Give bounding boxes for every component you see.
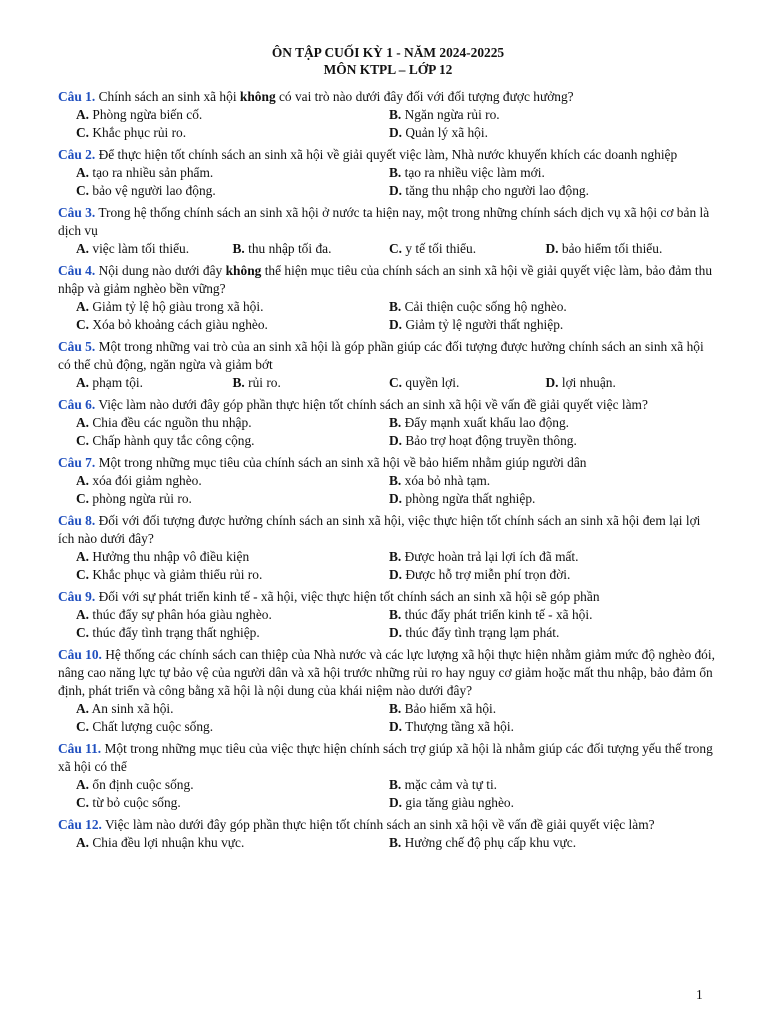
- option-letter: B.: [389, 473, 402, 488]
- answer-option: [76, 794, 389, 812]
- option-letter: D.: [545, 375, 559, 390]
- question-label: Câu 8.: [58, 513, 96, 528]
- options-row: [58, 606, 718, 624]
- answer-option: [76, 776, 389, 794]
- question-label: Câu 5.: [58, 339, 96, 354]
- option-letter: B.: [389, 607, 402, 622]
- option-letter: C.: [389, 375, 403, 390]
- options-row: [58, 414, 718, 432]
- question-label: Câu 1.: [58, 89, 96, 104]
- option-text: thúc đẩy phát triển kinh tế - xã hội.: [401, 607, 593, 622]
- answer-option: [389, 164, 702, 182]
- option-text: Hưởng thu nhập vô điều kiện: [89, 549, 250, 564]
- option-text: An sinh xã hội.: [89, 701, 174, 716]
- option-text: bảo hiểm tối thiểu.: [558, 241, 663, 256]
- question-label: Câu 9.: [58, 589, 96, 604]
- options-row: [58, 124, 718, 142]
- answer-option: [76, 182, 389, 200]
- answer-option: [233, 240, 390, 258]
- options-row: [58, 106, 718, 124]
- option-text: tạo ra nhiều sản phẩm.: [89, 165, 214, 180]
- question-text: [58, 454, 718, 472]
- question-stem: Một trong những mục tiêu của chính sách an sinh xã hội về bảo hiểm nhằm giúp người dân: [95, 455, 587, 470]
- option-text: phạm tội.: [89, 375, 143, 390]
- option-text: thúc đẩy sự phân hóa giàu nghèo.: [89, 607, 272, 622]
- option-text: ổn định cuộc sống.: [89, 777, 194, 792]
- question-text: [58, 88, 718, 106]
- option-text: thúc đẩy tình trạng lạm phát.: [402, 625, 560, 640]
- option-text: Thượng tầng xã hội.: [402, 719, 514, 734]
- answer-option: [389, 316, 702, 334]
- question-text: [58, 204, 718, 240]
- answer-option: [389, 700, 702, 718]
- question-label: Câu 4.: [58, 263, 96, 278]
- question-text: [58, 396, 718, 414]
- option-letter: B.: [389, 701, 402, 716]
- question-stem-end: có vai trò nào dưới đây đối với đối tượng được hưởng?: [275, 89, 574, 104]
- option-letter: A.: [76, 241, 90, 256]
- answer-option: [76, 432, 389, 450]
- answer-option: [76, 298, 389, 316]
- options-row: [58, 794, 718, 812]
- option-text: Được hỗ trợ miễn phí trọn đời.: [402, 567, 571, 582]
- question-7: [58, 454, 718, 508]
- answer-option: [389, 624, 702, 642]
- option-letter: C.: [76, 719, 90, 734]
- answer-option: [389, 106, 702, 124]
- option-text: phòng ngừa rủi ro.: [89, 491, 192, 506]
- question-label: Câu 7.: [58, 455, 96, 470]
- option-letter: B.: [389, 299, 402, 314]
- option-letter: C.: [76, 433, 90, 448]
- option-text: rủi ro.: [244, 375, 281, 390]
- answer-option: [76, 834, 389, 852]
- header-title: ÔN TẬP CUỐI KỲ 1 - NĂM 2024-20225: [271, 45, 505, 60]
- option-text: thúc đẩy tình trạng thất nghiệp.: [89, 625, 260, 640]
- answer-option: [389, 606, 702, 624]
- options-row: [58, 700, 718, 718]
- option-letter: D.: [389, 567, 403, 582]
- option-letter: C.: [76, 317, 90, 332]
- options-row: [58, 240, 718, 258]
- options-row: [58, 182, 718, 200]
- question-text: [58, 646, 718, 700]
- answer-option: [76, 624, 389, 642]
- option-text: Quản lý xã hội.: [402, 125, 488, 140]
- option-letter: B.: [389, 415, 402, 430]
- answer-option: [76, 106, 389, 124]
- answer-option: [76, 472, 389, 490]
- question-stem: Trong hệ thống chính sách an sinh xã hội ở nước ta hiện nay, một trong những chính sách dịch vụ xã hội cơ bản là dịch vụ: [58, 205, 710, 238]
- answer-option: [233, 374, 390, 392]
- question-text: [58, 588, 718, 606]
- answer-option: [76, 374, 233, 392]
- option-text: phòng ngừa thất nghiệp.: [402, 491, 536, 506]
- answer-option: [389, 240, 546, 258]
- option-letter: D.: [389, 433, 403, 448]
- option-letter: A.: [76, 165, 90, 180]
- option-text: bảo vệ người lao động.: [89, 183, 216, 198]
- question-stem: Để thực hiện tốt chính sách an sinh xã hội về giải quyết việc làm, Nhà nước khuyến khích các doanh nghiệp: [95, 147, 678, 162]
- option-letter: C.: [76, 795, 90, 810]
- answer-option: [389, 776, 702, 794]
- answer-option: [389, 298, 702, 316]
- question-stem: Việc làm nào dưới đây góp phần thực hiện tốt chính sách an sinh xã hội về vấn đề giải quyết việc làm?: [95, 397, 648, 412]
- option-text: xóa bỏ nhà tạm.: [401, 473, 491, 488]
- question-list: [58, 88, 718, 852]
- question-11: [58, 740, 718, 812]
- options-row: [58, 834, 718, 852]
- option-letter: A.: [76, 701, 90, 716]
- option-text: Chia đều lợi nhuận khu vực.: [89, 835, 245, 850]
- option-letter: C.: [76, 625, 90, 640]
- option-letter: D.: [389, 719, 403, 734]
- option-text: Giảm tỷ lệ người thất nghiệp.: [402, 317, 564, 332]
- answer-option: [389, 432, 702, 450]
- option-text: Chia đều các nguồn thu nhập.: [89, 415, 252, 430]
- answer-option: [389, 548, 702, 566]
- option-text: việc làm tối thiểu.: [89, 241, 190, 256]
- answer-option: [76, 124, 389, 142]
- question-text: [58, 512, 718, 548]
- option-text: Bảo trợ hoạt động truyền thông.: [402, 433, 577, 448]
- option-letter: C.: [76, 125, 90, 140]
- option-text: từ bỏ cuộc sống.: [89, 795, 181, 810]
- option-text: Ngăn ngừa rủi ro.: [401, 107, 500, 122]
- answer-option: [76, 316, 389, 334]
- question-stem: Việc làm nào dưới đây góp phần thực hiện tốt chính sách an sinh xã hội về vấn đề giải quyết việc làm?: [101, 817, 655, 832]
- option-text: mặc cảm và tự ti.: [401, 777, 498, 792]
- question-stem: Hệ thống các chính sách can thiệp của Nhà nước và các lực lượng xã hội thực hiện nhằm giảm mức độ nghèo đói, nâng cao năng lực tự bảo vệ của người dân và xã hội trước những rủi ro hay nguy cơ giảm hoặc mất thu nhập, bảo đảm ổn định, phát triển và công bằng xã hội là nội dung của khái niệm nào dưới đây?: [58, 647, 715, 698]
- answer-option: [546, 374, 703, 392]
- question-stem: Chính sách an sinh xã hội: [95, 89, 240, 104]
- option-letter: B.: [389, 165, 402, 180]
- option-letter: D.: [545, 241, 559, 256]
- answer-option: [389, 182, 702, 200]
- option-letter: A.: [76, 299, 90, 314]
- question-label: Câu 3.: [58, 205, 96, 220]
- question-stem: Nội dung nào dưới đây: [95, 263, 226, 278]
- question-text: [58, 262, 718, 298]
- options-row: [58, 624, 718, 642]
- answer-option: [389, 794, 702, 812]
- option-text: Hưởng chế độ phụ cấp khu vực.: [401, 835, 577, 850]
- question-4: [58, 262, 718, 334]
- question-10: [58, 646, 718, 736]
- question-12: [58, 816, 718, 852]
- options-row: [58, 472, 718, 490]
- options-row: [58, 566, 718, 584]
- question-stem: Một trong những vai trò của an sinh xã hội là góp phần giúp các đối tượng được hưởng chính sách an sinh xã hội có thể chủ động, ngăn ngừa và giảm bớt: [58, 339, 704, 372]
- question-1: [58, 88, 718, 142]
- question-label: Câu 12.: [58, 817, 102, 832]
- option-letter: B.: [232, 241, 245, 256]
- answer-option: [389, 718, 702, 736]
- answer-option: [76, 240, 233, 258]
- answer-option: [546, 240, 703, 258]
- option-text: gia tăng giàu nghèo.: [402, 795, 514, 810]
- option-letter: A.: [76, 375, 90, 390]
- option-text: quyền lợi.: [402, 375, 460, 390]
- question-stem: Đối với sự phát triển kinh tế - xã hội, việc thực hiện tốt chính sách an sinh xã hội sẽ góp phần: [95, 589, 600, 604]
- options-row: [58, 776, 718, 794]
- options-row: [58, 718, 718, 736]
- option-letter: B.: [389, 107, 402, 122]
- option-text: tạo ra nhiều việc làm mới.: [401, 165, 545, 180]
- answer-option: [76, 164, 389, 182]
- option-letter: B.: [232, 375, 245, 390]
- question-stem-end: thể hiện mục tiêu của chính sách an sinh xã hội về giải quyết việc làm, bảo đảm thu nhập và giảm nghèo bền vững?: [58, 263, 713, 296]
- options-row: [58, 164, 718, 182]
- question-label: Câu 6.: [58, 397, 96, 412]
- option-text: Khắc phục rủi ro.: [89, 125, 187, 140]
- answer-option: [389, 374, 546, 392]
- answer-option: [76, 700, 389, 718]
- header-subject: MÔN KTPL – LỚP 12: [323, 62, 453, 77]
- option-text: Cải thiện cuộc sống hộ nghèo.: [401, 299, 567, 314]
- option-letter: A.: [76, 835, 90, 850]
- document-page: [58, 44, 718, 856]
- question-label: Câu 11.: [58, 741, 102, 756]
- option-letter: C.: [389, 241, 403, 256]
- option-letter: B.: [389, 549, 402, 564]
- question-text: [58, 338, 718, 374]
- option-letter: B.: [389, 777, 402, 792]
- option-text: xóa đói giảm nghèo.: [89, 473, 202, 488]
- option-letter: D.: [389, 125, 403, 140]
- question-label: Câu 2.: [58, 147, 96, 162]
- question-label: Câu 10.: [58, 647, 102, 662]
- options-row: [58, 490, 718, 508]
- document-header: [58, 44, 718, 78]
- option-letter: A.: [76, 549, 90, 564]
- answer-option: [389, 566, 702, 584]
- answer-option: [389, 834, 702, 852]
- answer-option: [389, 472, 702, 490]
- answer-option: [76, 566, 389, 584]
- answer-option: [389, 124, 702, 142]
- emphasis-word: không: [239, 89, 276, 104]
- question-3: [58, 204, 718, 258]
- question-stem: Đối với đối tượng được hưởng chính sách an sinh xã hội, việc thực hiện tốt chính sách an sinh xã hội đem lại lợi ích nào dưới đây?: [58, 513, 701, 546]
- options-row: [58, 374, 718, 392]
- answer-option: [389, 414, 702, 432]
- question-stem: Một trong những mục tiêu của việc thực hiện chính sách trợ giúp xã hội là nhằm giúp các đối tượng yếu thế trong xã hội có thể: [58, 741, 713, 774]
- option-letter: A.: [76, 607, 90, 622]
- page-number: 1: [696, 987, 703, 1002]
- question-2: [58, 146, 718, 200]
- option-text: Bảo hiểm xã hội.: [401, 701, 497, 716]
- option-letter: A.: [76, 415, 90, 430]
- option-letter: D.: [389, 491, 403, 506]
- options-row: [58, 548, 718, 566]
- option-text: tăng thu nhập cho người lao động.: [402, 183, 589, 198]
- option-letter: A.: [76, 107, 90, 122]
- option-letter: C.: [76, 567, 90, 582]
- option-letter: D.: [389, 795, 403, 810]
- option-letter: A.: [76, 777, 90, 792]
- option-text: Chấp hành quy tắc công cộng.: [89, 433, 255, 448]
- option-text: Được hoàn trả lại lợi ích đã mất.: [401, 549, 579, 564]
- question-text: [58, 146, 718, 164]
- question-8: [58, 512, 718, 584]
- question-6: [58, 396, 718, 450]
- option-text: Chất lượng cuộc sống.: [89, 719, 214, 734]
- question-5: [58, 338, 718, 392]
- answer-option: [76, 718, 389, 736]
- option-text: Xóa bỏ khoảng cách giàu nghèo.: [89, 317, 268, 332]
- option-letter: D.: [389, 317, 403, 332]
- option-letter: D.: [389, 183, 403, 198]
- question-9: [58, 588, 718, 642]
- answer-option: [389, 490, 702, 508]
- option-text: lợi nhuận.: [558, 375, 616, 390]
- answer-option: [76, 606, 389, 624]
- option-text: Phòng ngừa biến cố.: [89, 107, 203, 122]
- emphasis-word: không: [225, 263, 262, 278]
- option-text: thu nhập tối đa.: [244, 241, 332, 256]
- option-text: Khắc phục và giảm thiểu rủi ro.: [89, 567, 263, 582]
- option-letter: A.: [76, 473, 90, 488]
- option-letter: B.: [389, 835, 402, 850]
- answer-option: [76, 548, 389, 566]
- question-text: [58, 816, 718, 834]
- option-text: Giảm tỷ lệ hộ giàu trong xã hội.: [89, 299, 264, 314]
- answer-option: [76, 490, 389, 508]
- option-letter: C.: [76, 183, 90, 198]
- option-letter: D.: [389, 625, 403, 640]
- options-row: [58, 298, 718, 316]
- options-row: [58, 432, 718, 450]
- answer-option: [76, 414, 389, 432]
- option-text: Đẩy mạnh xuất khẩu lao động.: [401, 415, 569, 430]
- question-text: [58, 740, 718, 776]
- option-text: y tế tối thiểu.: [402, 241, 477, 256]
- options-row: [58, 316, 718, 334]
- option-letter: C.: [76, 491, 90, 506]
